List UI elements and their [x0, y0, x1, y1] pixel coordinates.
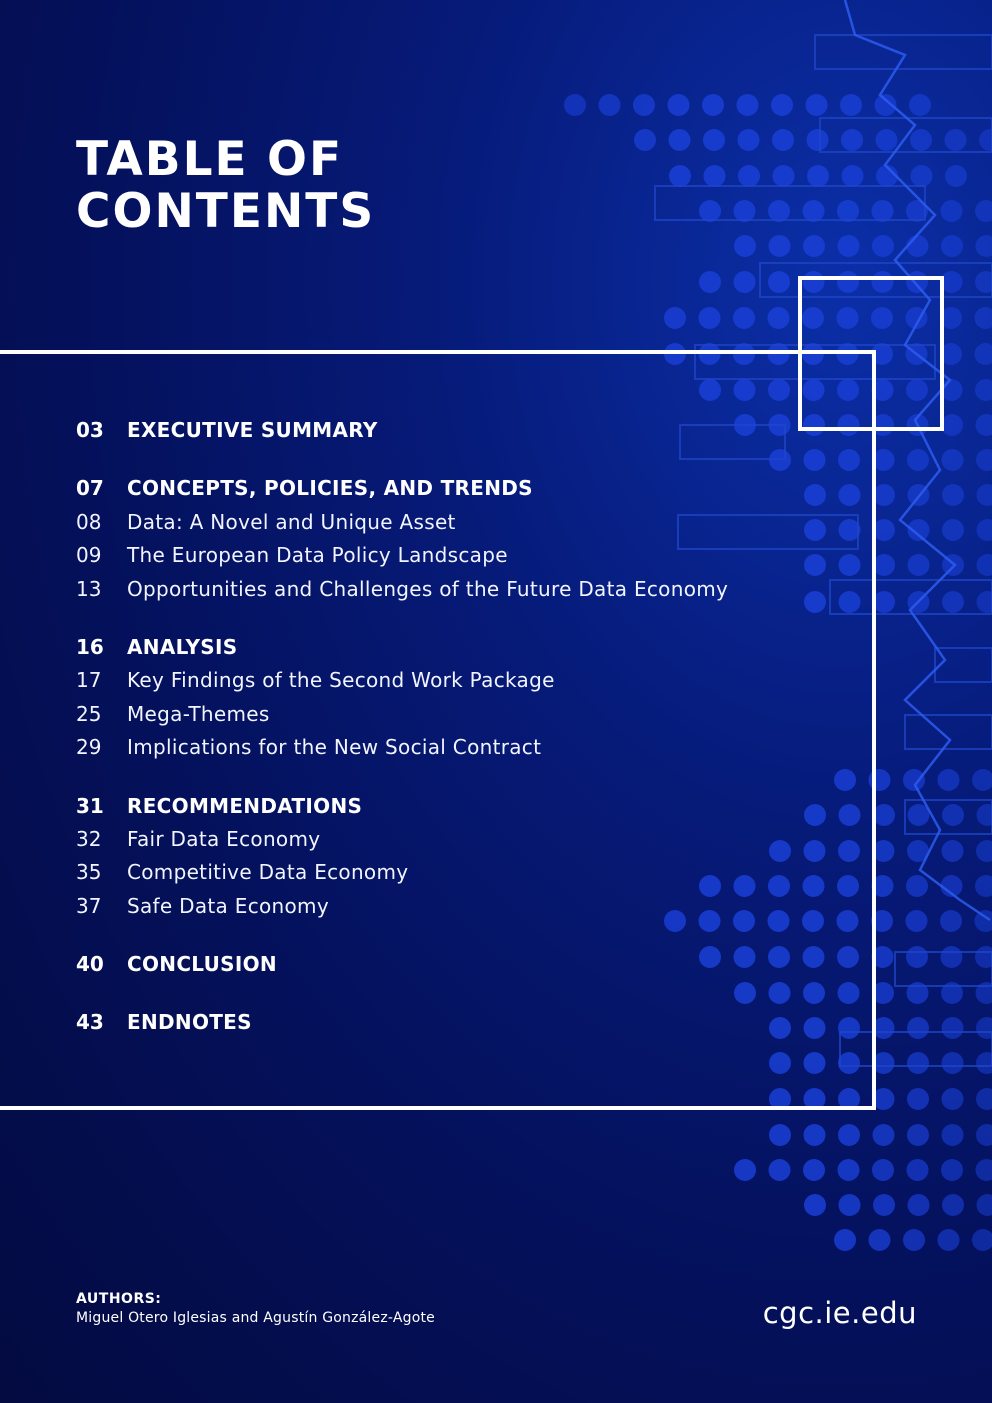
decorative-dot — [942, 1017, 964, 1039]
decorative-dot — [769, 1159, 791, 1181]
decorative-dot — [599, 94, 621, 116]
decorative-dot — [975, 200, 992, 222]
toc-entry-label: The European Data Policy Landscape — [127, 543, 508, 568]
decorative-dot — [977, 484, 992, 506]
decorative-dot — [977, 591, 992, 613]
decorative-dot — [906, 946, 928, 968]
toc-section-heading[interactable] — [76, 794, 836, 827]
decorative-dot — [938, 1229, 960, 1251]
toc-section — [76, 418, 836, 451]
toc-section-heading[interactable] — [76, 952, 836, 985]
decorative-dot — [911, 165, 933, 187]
toc-entry-label: ANALYSIS — [127, 634, 238, 659]
decorative-dot — [975, 379, 992, 401]
toc-section — [76, 1010, 836, 1043]
decorative-dot — [873, 591, 895, 613]
decorative-dot — [872, 200, 894, 222]
decorative-dot — [942, 1194, 964, 1216]
decorative-dot — [907, 235, 929, 257]
authors-names: Miguel Otero Iglesias and Agustín González-Agote — [76, 1310, 435, 1326]
decorative-dot — [838, 1159, 860, 1181]
decorative-dot — [941, 946, 963, 968]
toc-page-number: 29 — [76, 735, 102, 760]
decorative-dot — [768, 307, 790, 329]
decorative-dot — [738, 129, 760, 151]
decorative-dot — [977, 1194, 992, 1216]
toc-entry[interactable] — [76, 510, 836, 543]
decorative-dot — [945, 129, 967, 151]
toc-section-heading[interactable] — [76, 635, 836, 668]
toc-entry[interactable] — [76, 827, 836, 860]
decorative-dot — [699, 200, 721, 222]
decorative-dot — [975, 910, 992, 932]
decorative-dot — [873, 484, 895, 506]
toc-page-number: 43 — [76, 1010, 104, 1035]
decorative-bar — [815, 35, 992, 69]
toc-page-number: 07 — [76, 476, 104, 501]
toc-entry-label: CONCEPTS, POLICIES, AND TRENDS — [127, 476, 533, 501]
toc-entry-label: Safe Data Economy — [127, 893, 329, 918]
decorative-dot — [941, 200, 963, 222]
decorative-dot — [873, 804, 895, 826]
decorative-dot — [804, 1124, 826, 1146]
toc-page-number: 13 — [76, 576, 102, 601]
decorative-dot — [907, 1159, 929, 1181]
toc-page-number: 25 — [76, 701, 102, 726]
authors-block — [76, 1291, 435, 1326]
toc-entry-label: CONCLUSION — [127, 952, 277, 977]
decorative-dot — [976, 414, 992, 436]
toc-page-number: 40 — [76, 952, 104, 977]
title-line-1: TABLE OF — [76, 132, 344, 187]
toc-entry-label: Mega-Themes — [127, 701, 270, 726]
toc-entry[interactable] — [76, 577, 836, 610]
decorative-dot — [733, 307, 755, 329]
decorative-dot — [975, 875, 992, 897]
decorative-dot — [938, 769, 960, 791]
decorative-dot — [773, 165, 795, 187]
decorative-dot — [734, 200, 756, 222]
decorative-dot — [838, 235, 860, 257]
decorative-dot — [975, 307, 992, 329]
decorative-dot — [907, 449, 929, 471]
toc-page-number: 08 — [76, 509, 102, 534]
toc-entry[interactable] — [76, 668, 836, 701]
decorative-dot — [907, 1124, 929, 1146]
decorative-dot — [940, 910, 962, 932]
decorative-dot — [869, 1229, 891, 1251]
toc-entry[interactable] — [76, 860, 836, 893]
decorative-dot — [975, 946, 992, 968]
decorative-dot — [633, 94, 655, 116]
decorative-dot — [873, 519, 895, 541]
toc-entry[interactable] — [76, 735, 836, 768]
decorative-dot — [941, 414, 963, 436]
decorative-dot — [842, 165, 864, 187]
toc-page-number: 16 — [76, 634, 104, 659]
decorative-dot — [909, 94, 931, 116]
toc-section-heading[interactable] — [76, 476, 836, 509]
decorative-dot — [768, 200, 790, 222]
decorative-dot — [906, 875, 928, 897]
decorative-dot — [664, 307, 686, 329]
decorative-dot — [976, 1017, 992, 1039]
decorative-dot — [908, 1194, 930, 1216]
toc-entry-label: Data: A Novel and Unique Asset — [127, 509, 456, 534]
decorative-dot — [977, 804, 992, 826]
decorative-dot — [976, 449, 992, 471]
decorative-dot — [837, 200, 859, 222]
decorative-dot — [803, 1159, 825, 1181]
decorative-dot — [976, 1124, 992, 1146]
title-line-2: CONTENTS — [76, 184, 376, 239]
decorative-dot — [669, 129, 691, 151]
decorative-dot — [704, 165, 726, 187]
decorative-dot — [942, 449, 964, 471]
toc-section — [76, 476, 836, 610]
decorative-dot — [976, 840, 992, 862]
decorative-dot — [703, 129, 725, 151]
toc-page-number: 03 — [76, 418, 104, 442]
decorative-dot — [807, 165, 829, 187]
decorative-dot — [942, 804, 964, 826]
decorative-dot — [807, 129, 829, 151]
authors-label: AUTHORS: — [76, 1291, 162, 1307]
decorative-dot — [734, 271, 756, 293]
decorative-dot — [977, 519, 992, 541]
toc-section — [76, 635, 836, 769]
decorative-dot — [872, 235, 894, 257]
decorative-dot — [979, 129, 992, 151]
toc-entry[interactable] — [76, 543, 836, 576]
toc-section — [76, 952, 836, 985]
decorative-dot — [977, 554, 992, 576]
decorative-dot — [699, 271, 721, 293]
toc-entry-label: Competitive Data Economy — [127, 860, 409, 885]
toc-page-number: 17 — [76, 668, 102, 693]
decorative-dot — [634, 129, 656, 151]
decorative-dot — [734, 235, 756, 257]
toc-entry-label: Key Findings of the Second Work Package — [127, 668, 555, 693]
toc-entry-label: Opportunities and Challenges of the Future Data Economy — [127, 576, 729, 601]
toc-section — [76, 794, 836, 928]
decorative-dot — [872, 1159, 894, 1181]
decorative-dot — [876, 129, 898, 151]
decorative-dot — [873, 554, 895, 576]
toc-entry-label: RECOMMENDATIONS — [127, 793, 363, 818]
decorative-dot — [945, 165, 967, 187]
decorative-dot — [942, 1088, 964, 1110]
decorative-dot — [972, 769, 992, 791]
decorative-dot — [907, 1017, 929, 1039]
toc-entry-label: EXECUTIVE SUMMARY — [127, 418, 378, 442]
decorative-dot — [769, 235, 791, 257]
decorative-dot — [803, 235, 825, 257]
toc-page-number: 37 — [76, 893, 102, 918]
decorative-dot — [942, 1124, 964, 1146]
decorative-dot — [972, 1229, 992, 1251]
decorative-dot — [841, 129, 863, 151]
toc-section-heading[interactable] — [76, 418, 836, 451]
decorative-dot — [834, 1229, 856, 1251]
decorative-dot — [907, 1052, 929, 1074]
decorative-dot — [702, 94, 724, 116]
decorative-dot — [942, 484, 964, 506]
decorative-dot — [873, 1194, 895, 1216]
decorative-dot — [976, 1088, 992, 1110]
toc-page-number: 31 — [76, 793, 104, 818]
toc-page-number: 35 — [76, 860, 102, 885]
decorative-dot — [768, 271, 790, 293]
page-title — [76, 134, 375, 238]
decorative-dot — [908, 554, 930, 576]
decorative-dot — [975, 343, 992, 365]
accent-frame — [798, 276, 944, 431]
decorative-dot — [772, 129, 794, 151]
decorative-dot — [941, 235, 963, 257]
toc-entry[interactable] — [76, 894, 836, 927]
website-link[interactable]: cgc.ie.edu — [762, 1296, 917, 1330]
toc-page-number: 09 — [76, 543, 102, 568]
decorative-dot — [873, 1124, 895, 1146]
decorative-dot — [839, 1194, 861, 1216]
decorative-dot — [907, 1088, 929, 1110]
decorative-dot — [975, 271, 992, 293]
toc-entry[interactable] — [76, 702, 836, 735]
decorative-dot — [976, 235, 992, 257]
toc-section-heading[interactable] — [76, 1010, 836, 1043]
decorative-dot — [804, 1194, 826, 1216]
decorative-dot — [942, 1052, 964, 1074]
decorative-dot — [734, 1159, 756, 1181]
toc-page-number: 32 — [76, 826, 102, 851]
decorative-dot — [769, 1124, 791, 1146]
decorative-dot — [942, 840, 964, 862]
decorative-dot — [737, 94, 759, 116]
decorative-dot — [803, 200, 825, 222]
decorative-dot — [942, 519, 964, 541]
toc-entry-label: Implications for the New Social Contract — [127, 735, 542, 760]
decorative-dot — [668, 94, 690, 116]
decorative-dot — [738, 165, 760, 187]
decorative-dot — [903, 1229, 925, 1251]
decorative-dot — [942, 591, 964, 613]
decorative-dot — [903, 769, 925, 791]
decorative-dot — [941, 1159, 963, 1181]
decorative-dot — [699, 307, 721, 329]
decorative-dot — [906, 910, 928, 932]
decorative-dot — [976, 1052, 992, 1074]
decorative-dot — [806, 94, 828, 116]
decorative-dot — [910, 129, 932, 151]
decorative-dot — [838, 1124, 860, 1146]
decorative-dot — [771, 94, 793, 116]
decorative-dot — [564, 94, 586, 116]
decorative-dot — [669, 165, 691, 187]
decorative-dot — [976, 1159, 992, 1181]
decorative-dot — [840, 94, 862, 116]
toc-entry-label: ENDNOTES — [127, 1010, 252, 1035]
decorative-bar — [935, 648, 992, 682]
table-of-contents — [76, 418, 836, 1069]
toc-entry-label: Fair Data Economy — [127, 826, 321, 851]
